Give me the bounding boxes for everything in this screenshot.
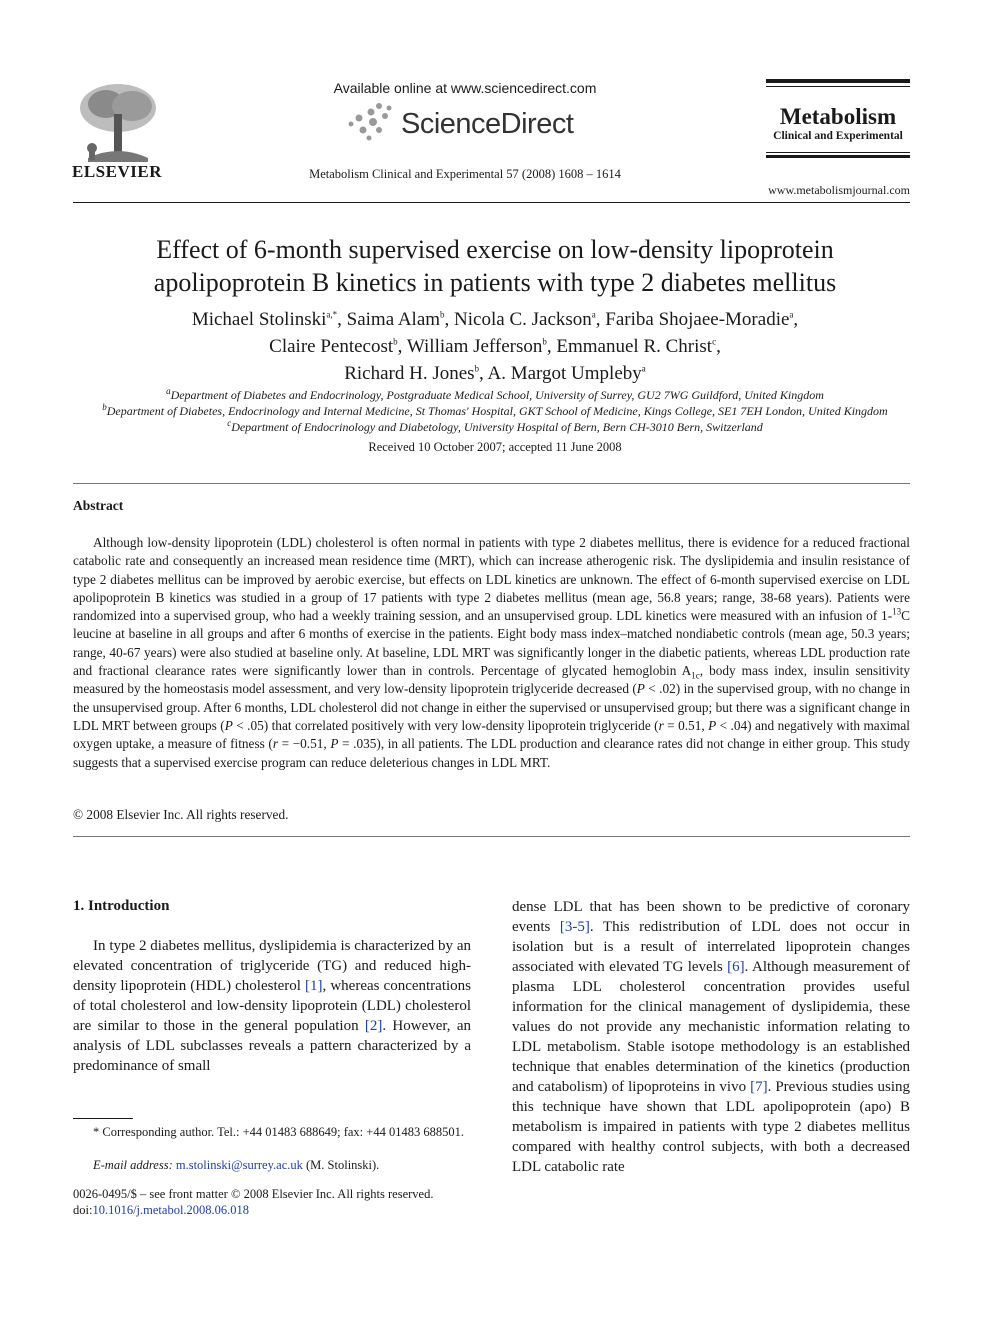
abstract-fragment: C leucine at baseline in all groups and after 6 months of exercise in the patients. Eight body mass index–matched nondiabetic controls (mean age, 50.3 years; range, 40-67 years) were also studied at baseline only. At baseline, LDL MRT was significantly longer in the diabetic patients, whereas LDL production rate and fractional clearance rates were significantly lower than in controls. Percentage of glycated hemoglobin A	[73, 608, 910, 679]
body-fragment: In type 2 diabetes mellitus, dyslipidemia is characterized by an elevated concentration of triglyceride (TG) and reduced high-density lipoprotein (HDL) cholesterol	[73, 938, 471, 994]
publisher-name: ELSEVIER	[72, 162, 162, 181]
body-fragment: , whereas concentrations of total cholesterol and low-density lipoprotein (LDL) cholesterol are similar to those in the general population	[73, 978, 472, 1034]
r-value-var: r	[272, 736, 278, 752]
author-line	[60, 360, 930, 387]
affiliation	[40, 403, 950, 419]
citation-link[interactable]: [6]	[727, 959, 745, 975]
abstract-fragment: = .035), in all patients. The LDL production and clearance rates did not change in either group. This study suggests that a supervised exercise program can reduce deleterious changes in LDL MRT.	[73, 736, 910, 770]
author-affil-mark[interactable]: a	[591, 309, 596, 320]
corresponding-author-note: * Corresponding author. Tel.: +44 01483 688649; fax: +44 01483 688501.	[93, 1125, 464, 1139]
abstract-fragment: = 0.51,	[663, 717, 709, 733]
author-name: William Jefferson	[406, 336, 543, 357]
author-list	[60, 306, 930, 387]
author-separator: ,	[595, 309, 606, 330]
author-separator: ,	[444, 309, 455, 330]
email-footnote	[93, 1158, 379, 1173]
author-affil-mark[interactable]: b	[393, 336, 398, 347]
author-affil-mark[interactable]: b	[440, 309, 445, 320]
affiliation-list	[40, 387, 950, 435]
abstract-fragment: = −0.51,	[278, 736, 331, 752]
section-heading: 1. Introduction	[73, 898, 170, 914]
author-affil-mark[interactable]: c	[712, 336, 717, 347]
doi-line	[73, 1203, 249, 1218]
body-fragment: . Although measurement of plasma LDL cholesterol concentration provides useful information for the clinical management of dyslipidemia, these values do not provide any mechanistic information relating to LDL metabolism. Stable isotope methodology is an established technique that enables determination of the kinetics (production and catabolism) of lipoproteins in vivo	[512, 959, 910, 1095]
author-name: Richard H. Jones	[344, 363, 475, 384]
abstract-fragment: < .05) that correlated positively with very low-density lipoprotein triglyceride (	[232, 717, 659, 733]
abstract-fragment: < .04) and negatively with maximal oxygen uptake, a measure of fitness (	[73, 717, 910, 752]
journal-rule	[766, 86, 910, 87]
body-fragment: . However, an analysis of LDL subclasses reveals a pattern characterized by a predominance of small	[73, 1018, 471, 1074]
body-fragment: . This redistribution of LDL does not occur in isolation but is a result of interrelated lipoprotein changes associated with elevated TG levels	[512, 919, 910, 975]
author-name: A. Margot Umpleby	[487, 363, 642, 384]
sciencedirect-dots-icon	[345, 100, 401, 146]
affiliation	[40, 387, 950, 403]
author-affil-mark[interactable]: b	[474, 363, 480, 374]
hba1c-subscript: 1c	[691, 670, 700, 681]
available-online-text[interactable]: Available online at www.sciencedirect.com	[333, 80, 597, 96]
received-dates: Received 10 October 2007; accepted 11 June 2008	[368, 440, 622, 454]
affiliation-text: Department of Diabetes and Endocrinology, Postgraduate Medical School, University of Surrey, GU2 7WG Guildford, United Kingdom	[170, 388, 824, 402]
citation-link[interactable]: [7]	[750, 1079, 768, 1095]
isotope-superscript: 13	[892, 606, 902, 617]
journal-citation: Metabolism Clinical and Experimental 57 (2008) 1608 – 1614	[309, 167, 621, 181]
author-name: Fariba Shojaee-Moradie	[605, 309, 790, 330]
email-owner: (M. Stolinski).	[302, 1158, 380, 1172]
abstract-heading: Abstract	[73, 498, 124, 513]
abstract-divider-bottom	[73, 836, 910, 837]
author-separator: ,	[716, 336, 721, 357]
affiliation-text: Department of Diabetes, Endocrinology and Internal Medicine, St Thomas' Hospital, GKT School of Medicine, Kings College, SE1 7EH London, United Kingdom	[106, 404, 888, 418]
journal-rule	[766, 79, 910, 83]
author-line	[60, 306, 930, 333]
footnote-rule	[73, 1118, 133, 1119]
author-separator: ,	[793, 309, 799, 330]
copyright-notice: © 2008 Elsevier Inc. All rights reserved.	[73, 807, 289, 822]
affiliation	[40, 419, 950, 435]
author-separator: ,	[546, 336, 557, 357]
author-affil-mark[interactable]: a	[641, 363, 646, 374]
p-value-var: P	[330, 736, 339, 752]
sciencedirect-logo[interactable]	[345, 100, 585, 146]
title-line: apolipoprotein B kinetics in patients with type 2 diabetes mellitus	[153, 268, 837, 297]
email-link[interactable]: m.stolinski@surrey.ac.uk	[175, 1158, 303, 1172]
author-name: Emmanuel R. Christ	[556, 336, 713, 357]
abstract-divider-top	[73, 483, 910, 484]
author-separator: ,	[397, 336, 407, 357]
author-name: Claire Pentecost	[269, 336, 394, 357]
abstract-fragment: , body mass index, insulin sensitivity measured by the homeostasis model assessment, and very low-density lipoprotein triglyceride decreased (	[73, 663, 910, 697]
header-divider	[73, 202, 910, 203]
citation-link[interactable]: [1]	[305, 978, 323, 994]
r-value-var: r	[658, 717, 664, 733]
p-value-var: P	[636, 681, 645, 697]
body-column-left	[73, 936, 471, 1076]
author-name: Saima Alam	[346, 309, 441, 330]
journal-name: Metabolism	[779, 104, 897, 129]
journal-url[interactable]: www.metabolismjournal.com	[768, 183, 910, 197]
front-matter-line: 0026-0495/$ – see front matter © 2008 Elsevier Inc. All rights reserved.	[73, 1187, 434, 1201]
citation-link[interactable]: [3-5]	[559, 919, 590, 935]
author-separator: ,	[337, 309, 347, 330]
abstract-fragment: < .02) in the supervised group, with no change in the unsupervised group. After 6 months, LDL cholesterol did not change in either the supervised or unsupervised group; but there was a significant change in LDL MRT between groups (	[73, 681, 910, 733]
body-column-right	[512, 897, 910, 1177]
article-title	[60, 233, 930, 299]
citation-link[interactable]: [2]	[364, 1018, 383, 1034]
author-affil-mark[interactable]: a,*	[326, 309, 338, 320]
affiliation-mark: c	[227, 418, 232, 428]
p-value-var: P	[708, 717, 717, 733]
affiliation-text: Department of Endocrinology and Diabetology, University Hospital of Bern, Bern CH-3010 Bern, Switzerland	[231, 420, 763, 434]
abstract-fragment: Although low-density lipoprotein (LDL) cholesterol is often normal in patients with type 2 diabetes mellitus, there is evidence for a reduced fractional catabolic rate and consequently an increased mean residence time (MRT), which can increase atherogenic risk. The dyslipidemia and insulin resistance of type 2 diabetes mellitus can be improved by aerobic exercise, but effects on LDL kinetics are unknown. The effect of 6-month supervised exercise on LDL apolipoprotein B kinetics was studied in a group of 17 patients with type 2 diabetes mellitus (mean age, 56.8 years; range, 38-68 years). Patients were randomized into a supervised group, who had a weekly training session, and an unsupervised group. LDL kinetics were measured with an infusion of 1-	[73, 535, 910, 624]
author-affil-mark[interactable]: b	[542, 336, 547, 347]
title-line: Effect of 6-month supervised exercise on low-density lipoprotein	[156, 235, 834, 264]
doi-label: doi:	[73, 1203, 93, 1217]
affiliation-mark: a	[166, 386, 171, 396]
email-label: E-mail address:	[93, 1158, 173, 1172]
abstract-text	[73, 534, 910, 772]
doi-link[interactable]: 10.1016/j.metabol.2008.06.018	[92, 1203, 250, 1217]
body-fragment: . Previous studies using this technique have shown that LDL apolipoprotein (apo) B metabolism is impaired in patients with type 2 diabetes mellitus compared with healthy control subjects, with both a decreased LDL catabolic rate	[512, 1079, 910, 1175]
author-affil-mark[interactable]: a	[789, 309, 794, 320]
author-line	[60, 333, 930, 360]
author-separator: ,	[479, 363, 488, 384]
journal-subtitle: Clinical and Experimental	[773, 130, 903, 142]
p-value-var: P	[224, 717, 233, 733]
sciencedirect-wordmark: ScienceDirect	[401, 108, 574, 140]
affiliation-mark: b	[102, 402, 107, 412]
author-name: Nicola C. Jackson	[454, 309, 592, 330]
journal-rule	[766, 155, 910, 158]
body-fragment: dense LDL that has been shown to be predictive of coronary events	[512, 899, 910, 935]
journal-rule	[766, 152, 910, 153]
author-name: Michael Stolinski	[191, 309, 327, 330]
